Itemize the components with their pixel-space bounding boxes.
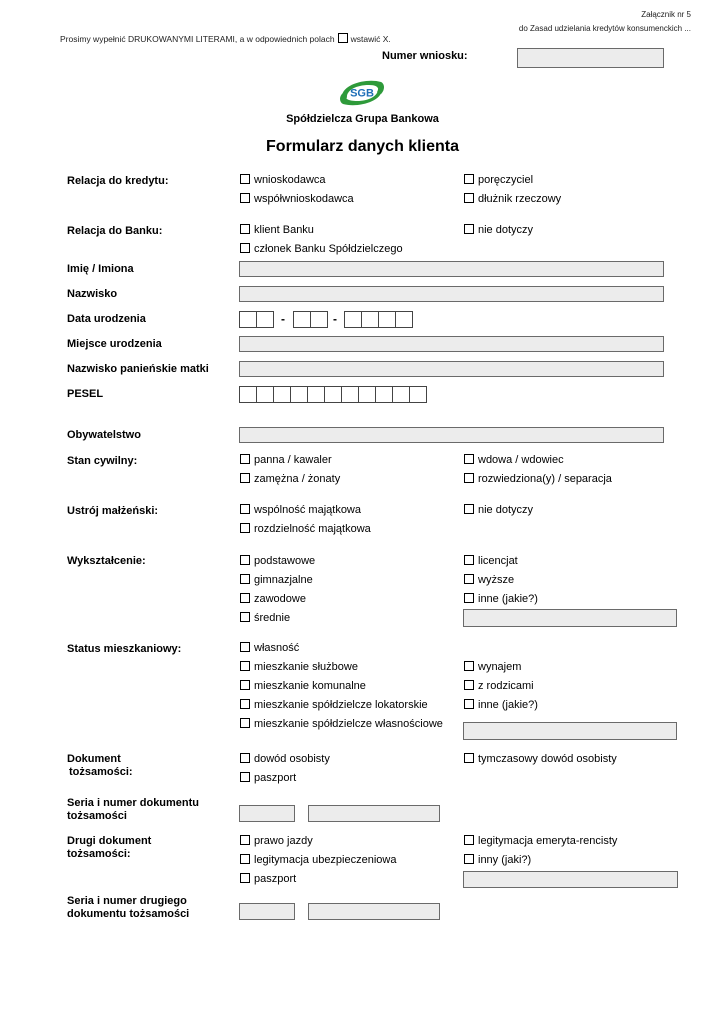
option-label: nie dotyczy (478, 504, 534, 516)
label-line: Seria i numer drugiego (67, 895, 187, 907)
education-label: Wykształcenie: (67, 555, 146, 567)
option-wyzsze[interactable] (464, 574, 514, 587)
option-label: średnie (254, 612, 291, 624)
checkbox[interactable] (240, 612, 250, 622)
checkbox[interactable] (464, 555, 474, 565)
option-czlonek-banku[interactable] (240, 243, 403, 256)
option-rozdzielnosc[interactable] (240, 523, 371, 536)
last-name-label: Nazwisko (67, 288, 118, 300)
checkbox[interactable] (464, 193, 474, 203)
attachment-note (519, 8, 691, 36)
birth-place-input[interactable] (239, 336, 664, 352)
option-wspolwnioskodawca[interactable] (240, 193, 354, 206)
option-label: panna / kawaler (254, 454, 332, 466)
option-label: zawodowe (254, 593, 306, 605)
option-label: wynajem (478, 661, 522, 673)
option-label: inny (jaki?) (478, 854, 532, 866)
education-other-input[interactable] (463, 609, 677, 627)
sgb-logo-icon (337, 76, 387, 110)
label-line: Seria i numer dokumentu (67, 797, 200, 809)
option-licencjat[interactable] (464, 555, 518, 568)
checkbox[interactable] (240, 661, 250, 671)
option-wnioskodawca[interactable] (240, 174, 326, 187)
checkbox[interactable] (240, 473, 250, 483)
checkbox[interactable] (240, 243, 250, 253)
option-label: mieszkanie spółdzielcze lokatorskie (254, 699, 428, 711)
first-name-label: Imię / Imiona (67, 263, 134, 275)
option-label: gimnazjalne (254, 574, 313, 586)
option-gimnazjalne[interactable] (240, 574, 313, 587)
checkbox[interactable] (240, 174, 250, 184)
checkbox[interactable] (464, 753, 474, 763)
option-label: paszport (254, 772, 297, 784)
option-dowod-osobisty[interactable] (240, 753, 330, 766)
marital-property-label: Ustrój małżeński: (67, 505, 159, 517)
citizenship-input[interactable] (239, 427, 664, 443)
birth-day-input[interactable] (239, 311, 274, 328)
checkbox[interactable] (464, 661, 474, 671)
label-line: tożsamości: (69, 766, 133, 778)
request-number-label: Numer wniosku: (382, 50, 468, 62)
mother-maiden-name-label: Nazwisko panieńskie matki (67, 363, 209, 375)
regulation-ref: do Zasad udzielania kredytów konsumenckich ... (518, 24, 691, 33)
option-label: wdowa / wdowiec (478, 454, 564, 466)
instruction-text-post: wstawić X. (350, 34, 391, 44)
second-series-input[interactable] (239, 903, 295, 920)
option-legitymacja-emeryta[interactable] (464, 835, 617, 848)
checkbox-sample-icon (338, 33, 348, 43)
birth-year-input[interactable] (344, 311, 413, 328)
option-paszport-2[interactable] (240, 873, 296, 886)
instruction-text-pre: Prosimy wypełnić DRUKOWANYMI LITERAMI, a w odpowiednich polach (60, 34, 335, 44)
option-label: inne (jakie?) (478, 593, 538, 605)
option-label: wyższe (478, 574, 515, 586)
option-label: licencjat (478, 555, 518, 567)
option-label: mieszkanie służbowe (254, 661, 358, 673)
marital-status-label: Stan cywilny: (67, 455, 138, 467)
option-mieszkanie-sluzbowe[interactable] (240, 661, 358, 674)
option-wdowa-wdowiec[interactable] (464, 454, 564, 467)
option-wlasnosc[interactable] (240, 642, 299, 655)
checkbox[interactable] (464, 574, 474, 584)
first-name-input[interactable] (239, 261, 664, 277)
option-inne-wyksztalcenie[interactable] (464, 593, 538, 606)
option-label: prawo jazdy (254, 835, 313, 847)
option-label: nie dotyczy (478, 224, 534, 236)
label-line: dokumentu tożsamości (67, 908, 190, 920)
option-legitymacja-ubezpieczeniowa[interactable] (240, 854, 396, 867)
id-number-input[interactable] (308, 805, 440, 822)
option-rozwiedziona[interactable] (464, 473, 612, 486)
checkbox[interactable] (464, 699, 474, 709)
option-podstawowe[interactable] (240, 555, 315, 568)
option-label: wnioskodawca (254, 174, 326, 186)
org-name: Spółdzielcza Grupa Bankowa (286, 113, 439, 125)
checkbox[interactable] (240, 193, 250, 203)
attachment-number: Załącznik nr 5 (641, 10, 691, 19)
option-label: podstawowe (254, 555, 316, 567)
checkbox[interactable] (464, 835, 474, 845)
birth-place-label: Miejsce urodzenia (67, 338, 162, 350)
label-line: Drugi dokument (67, 835, 152, 847)
checkbox[interactable] (240, 523, 250, 533)
option-klient-banku[interactable] (240, 224, 314, 237)
checkbox[interactable] (240, 680, 250, 690)
option-label: legitymacja ubezpieczeniowa (254, 854, 397, 866)
checkbox[interactable] (240, 699, 250, 709)
option-label: rozwiedziona(y) / separacja (478, 473, 612, 485)
checkbox[interactable] (464, 854, 474, 864)
option-nie-dotyczy-ustroj[interactable] (464, 504, 533, 517)
form-title: Formularz danych klienta (266, 138, 459, 155)
option-tymczasowy-dowod[interactable] (464, 753, 617, 766)
housing-status-label: Status mieszkaniowy: (67, 643, 182, 655)
option-label: zamężna / żonaty (254, 473, 341, 485)
birth-date-label: Data urodzenia (67, 313, 146, 325)
option-nie-dotyczy-bank[interactable] (464, 224, 533, 237)
checkbox[interactable] (240, 555, 250, 565)
birth-month-input[interactable] (293, 311, 328, 328)
checkbox[interactable] (240, 593, 250, 603)
date-separator: - (333, 312, 337, 326)
checkbox[interactable] (240, 753, 250, 763)
checkbox[interactable] (240, 854, 250, 864)
bank-relation-label: Relacja do Banku: (67, 225, 163, 237)
sgb-logo (337, 76, 387, 110)
option-spoldzielcze-lokatorskie[interactable] (240, 699, 428, 712)
checkbox[interactable] (464, 224, 474, 234)
option-label: legitymacja emeryta-rencisty (478, 835, 618, 847)
last-name-input[interactable] (239, 286, 664, 302)
checkbox[interactable] (464, 593, 474, 603)
option-zawodowe[interactable] (240, 593, 306, 606)
option-label: własność (254, 642, 300, 654)
option-label: mieszkanie komunalne (254, 680, 366, 692)
checkbox[interactable] (240, 224, 250, 234)
option-label: inne (jakie?) (478, 699, 538, 711)
option-inny-dokument[interactable] (464, 854, 531, 867)
second-series-label (67, 895, 189, 921)
logo-text: SGB (350, 87, 374, 100)
label-line: tożsamości (67, 810, 127, 822)
date-separator: - (281, 312, 285, 326)
mother-maiden-name-input[interactable] (239, 361, 664, 377)
checkbox[interactable] (240, 454, 250, 464)
second-document-other-input[interactable] (463, 871, 678, 888)
checkbox[interactable] (464, 473, 474, 483)
option-poreczyciel[interactable] (464, 174, 533, 187)
option-z-rodzicami[interactable] (464, 680, 534, 693)
id-series-label (67, 797, 199, 823)
option-zamezna-zonaty[interactable] (240, 473, 340, 486)
fill-instruction (60, 33, 391, 44)
request-number-input[interactable] (517, 48, 664, 68)
checkbox[interactable] (240, 772, 250, 782)
option-label: klient Banku (254, 224, 314, 236)
second-number-input[interactable] (308, 903, 440, 920)
credit-relation-label: Relacja do kredytu: (67, 175, 169, 187)
label-line: tożsamości: (67, 848, 131, 860)
option-label: współwnioskodawca (254, 193, 354, 205)
checkbox[interactable] (464, 454, 474, 464)
checkbox[interactable] (464, 504, 474, 514)
housing-other-input[interactable] (463, 722, 677, 740)
option-spoldzielcze-wlasnosciowe[interactable] (240, 718, 443, 731)
option-panna-kawaler[interactable] (240, 454, 332, 467)
option-label: rozdzielność majątkowa (254, 523, 371, 535)
second-document-label (67, 835, 151, 861)
option-label: wspólność majątkowa (254, 504, 361, 516)
checkbox[interactable] (240, 642, 250, 652)
option-label: paszport (254, 873, 297, 885)
id-series-input[interactable] (239, 805, 295, 822)
pesel-input[interactable] (239, 386, 427, 403)
id-document-label (67, 753, 133, 779)
option-label: poręczyciel (478, 174, 534, 186)
option-label: członek Banku Spółdzielczego (254, 243, 403, 255)
option-wspolnosc[interactable] (240, 504, 361, 517)
checkbox[interactable] (240, 835, 250, 845)
checkbox[interactable] (240, 718, 250, 728)
checkbox[interactable] (240, 504, 250, 514)
option-paszport[interactable] (240, 772, 296, 785)
option-label: dłużnik rzeczowy (478, 193, 562, 205)
option-label: z rodzicami (478, 680, 534, 692)
citizenship-label: Obywatelstwo (67, 429, 141, 441)
label-line: Dokument (67, 753, 121, 765)
option-label: dowód osobisty (254, 753, 330, 765)
option-label: tymczasowy dowód osobisty (478, 753, 617, 765)
checkbox[interactable] (464, 174, 474, 184)
option-dluznik-rzeczowy[interactable] (464, 193, 561, 206)
option-label: mieszkanie spółdzielcze własnościowe (254, 718, 443, 730)
option-inne-mieszkanie[interactable] (464, 699, 538, 712)
option-srednie[interactable] (240, 612, 290, 625)
option-prawo-jazdy[interactable] (240, 835, 313, 848)
option-wynajem[interactable] (464, 661, 521, 674)
checkbox[interactable] (464, 680, 474, 690)
pesel-label: PESEL (67, 388, 104, 400)
option-mieszkanie-komunalne[interactable] (240, 680, 366, 693)
checkbox[interactable] (240, 574, 250, 584)
checkbox[interactable] (240, 873, 250, 883)
